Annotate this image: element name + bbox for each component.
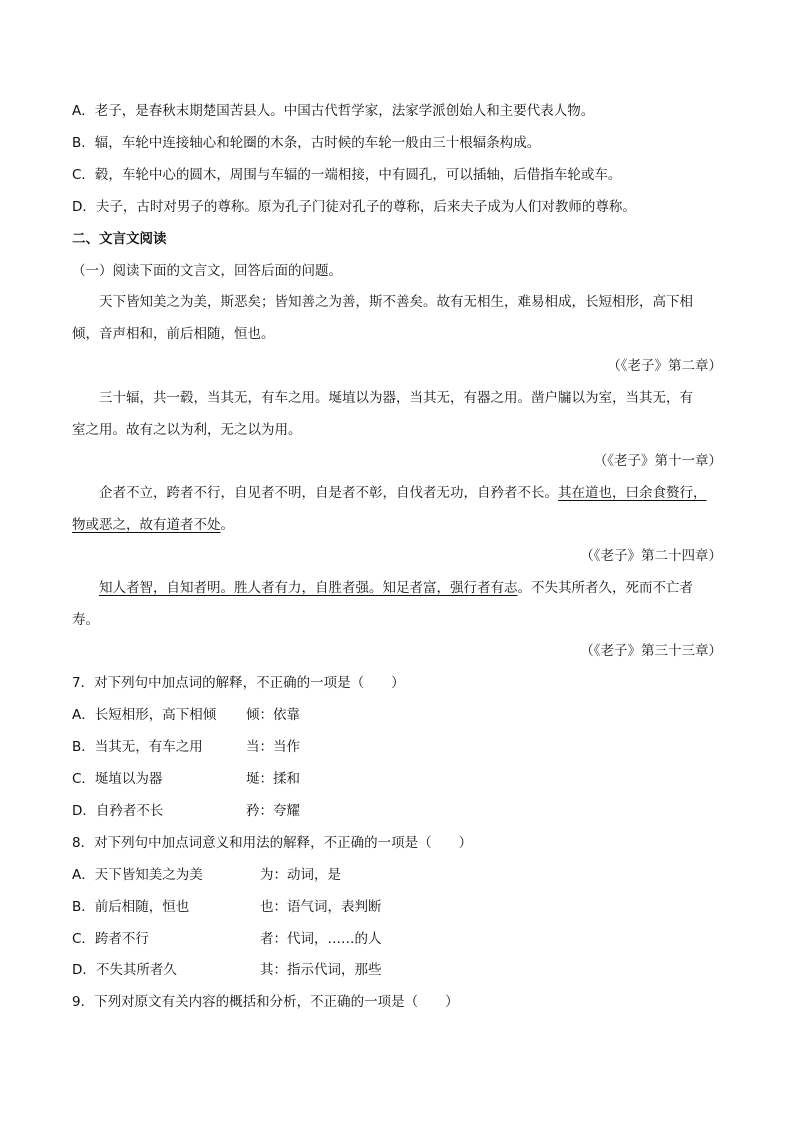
passage-3-text: 企者不立，跨者不行，自见者不明，自是者不彰，自伐者无功，自矜者不长。	[99, 485, 558, 501]
note-b: B．辐，车轮中连接轴心和轮圈的木条，古时候的车轮一般由三十根辐条构成。	[72, 135, 541, 151]
option-label: B．当其无，有车之用	[72, 739, 203, 755]
passage-4-source: （《老子》第三十三章）	[580, 643, 722, 659]
sub-title: （一）阅读下面的文言文，回答后面的问题。	[72, 263, 342, 279]
option-explain: 为：动词，是	[260, 867, 341, 883]
option-explain: 倾：依靠	[246, 707, 300, 723]
question-7-option-a	[72, 705, 300, 725]
passage-3-end: 。	[220, 517, 234, 533]
note-a: A．老子，是春秋末期楚国苦县人。中国古代哲学家，法家学派创始人和主要代表人物。	[72, 103, 595, 119]
note-d: D．夫子，古时对男子的尊称。原为孔子门徒对孔子的尊称，后来夫子成为人们对教师的尊称。	[72, 199, 636, 215]
passage-1-line-1: 天下皆知美之为美，斯恶矣；皆知善之为善，斯不善矣。故有无相生，难易相成，长短相形，高下相	[99, 294, 693, 310]
option-label: C．跨者不行	[72, 931, 149, 947]
option-label: D．不失其所者久	[72, 962, 177, 978]
question-7-option-c	[72, 769, 300, 789]
question-8-option-b	[72, 897, 382, 917]
question-9-stem: 9．下列对原文有关内容的概括和分析，不正确的一项是（ ）	[72, 994, 459, 1010]
passage-4-text: 。不失其所者久，死而不亡者	[517, 580, 693, 596]
option-explain: 矜：夸耀	[246, 803, 300, 819]
option-label: A．天下皆知美之为美	[72, 867, 203, 883]
passage-3-line-2	[72, 515, 234, 535]
option-explain: 其：指示代词，那些	[260, 962, 382, 978]
option-label: B．前后相随，恒也	[72, 899, 190, 915]
question-7-option-d	[72, 801, 300, 821]
question-7-stem: 7．对下列句中加点词的解释，不正确的一项是（ ）	[72, 675, 405, 691]
passage-1-line-2: 倾，音声相和，前后相随，恒也。	[72, 326, 275, 342]
note-c: C．毂，车轮中心的圆木，周围与车辐的一端相接，中有圆孔，可以插轴，后借指车轮或车。	[72, 167, 622, 183]
passage-3-underlined-text-2: 物或恶之，故有道者不处	[72, 517, 221, 533]
passage-1-source: （《老子》第二章）	[607, 358, 722, 374]
option-label: A．长短相形，高下相倾	[72, 707, 217, 723]
option-explain: 当：当作	[246, 739, 300, 755]
option-label: C．埏埴以为器	[72, 771, 163, 787]
option-explain: 者：代词，……的人	[260, 931, 382, 947]
question-7-option-b	[72, 737, 300, 757]
option-explain: 也：语气词，表判断	[260, 899, 382, 915]
question-8-stem: 8．对下列句中加点词意义和用法的解释，不正确的一项是（ ）	[72, 835, 473, 851]
option-label: D．自矜者不长	[72, 803, 164, 819]
option-explain: 埏：揉和	[246, 771, 300, 787]
section-title: 二、文言文阅读	[72, 231, 167, 247]
passage-2-line-1: 三十辐，共一毂，当其无，有车之用。埏埴以为器，当其无，有器之用。凿户牖以为室，当其无，有	[99, 390, 693, 406]
passage-2-source: （《老子》第十一章）	[593, 453, 722, 469]
passage-3-underlined-text: 其在道也，曰余食赘行，	[558, 485, 707, 501]
passage-3-source: （《老子》第二十四章）	[580, 548, 722, 564]
passage-3-line-1	[99, 483, 707, 503]
passage-4-underlined-text: 知人者智，自知者明。胜人者有力，自胜者强。知足者富，强行者有志	[99, 580, 518, 596]
passage-4-line-1	[99, 578, 693, 598]
question-8-option-a	[72, 865, 341, 885]
question-8-option-d	[72, 960, 382, 980]
passage-2-line-2: 室之用。故有之以为利，无之以为用。	[72, 422, 302, 438]
passage-4-line-2: 寿。	[72, 612, 99, 628]
question-8-option-c	[72, 929, 382, 949]
